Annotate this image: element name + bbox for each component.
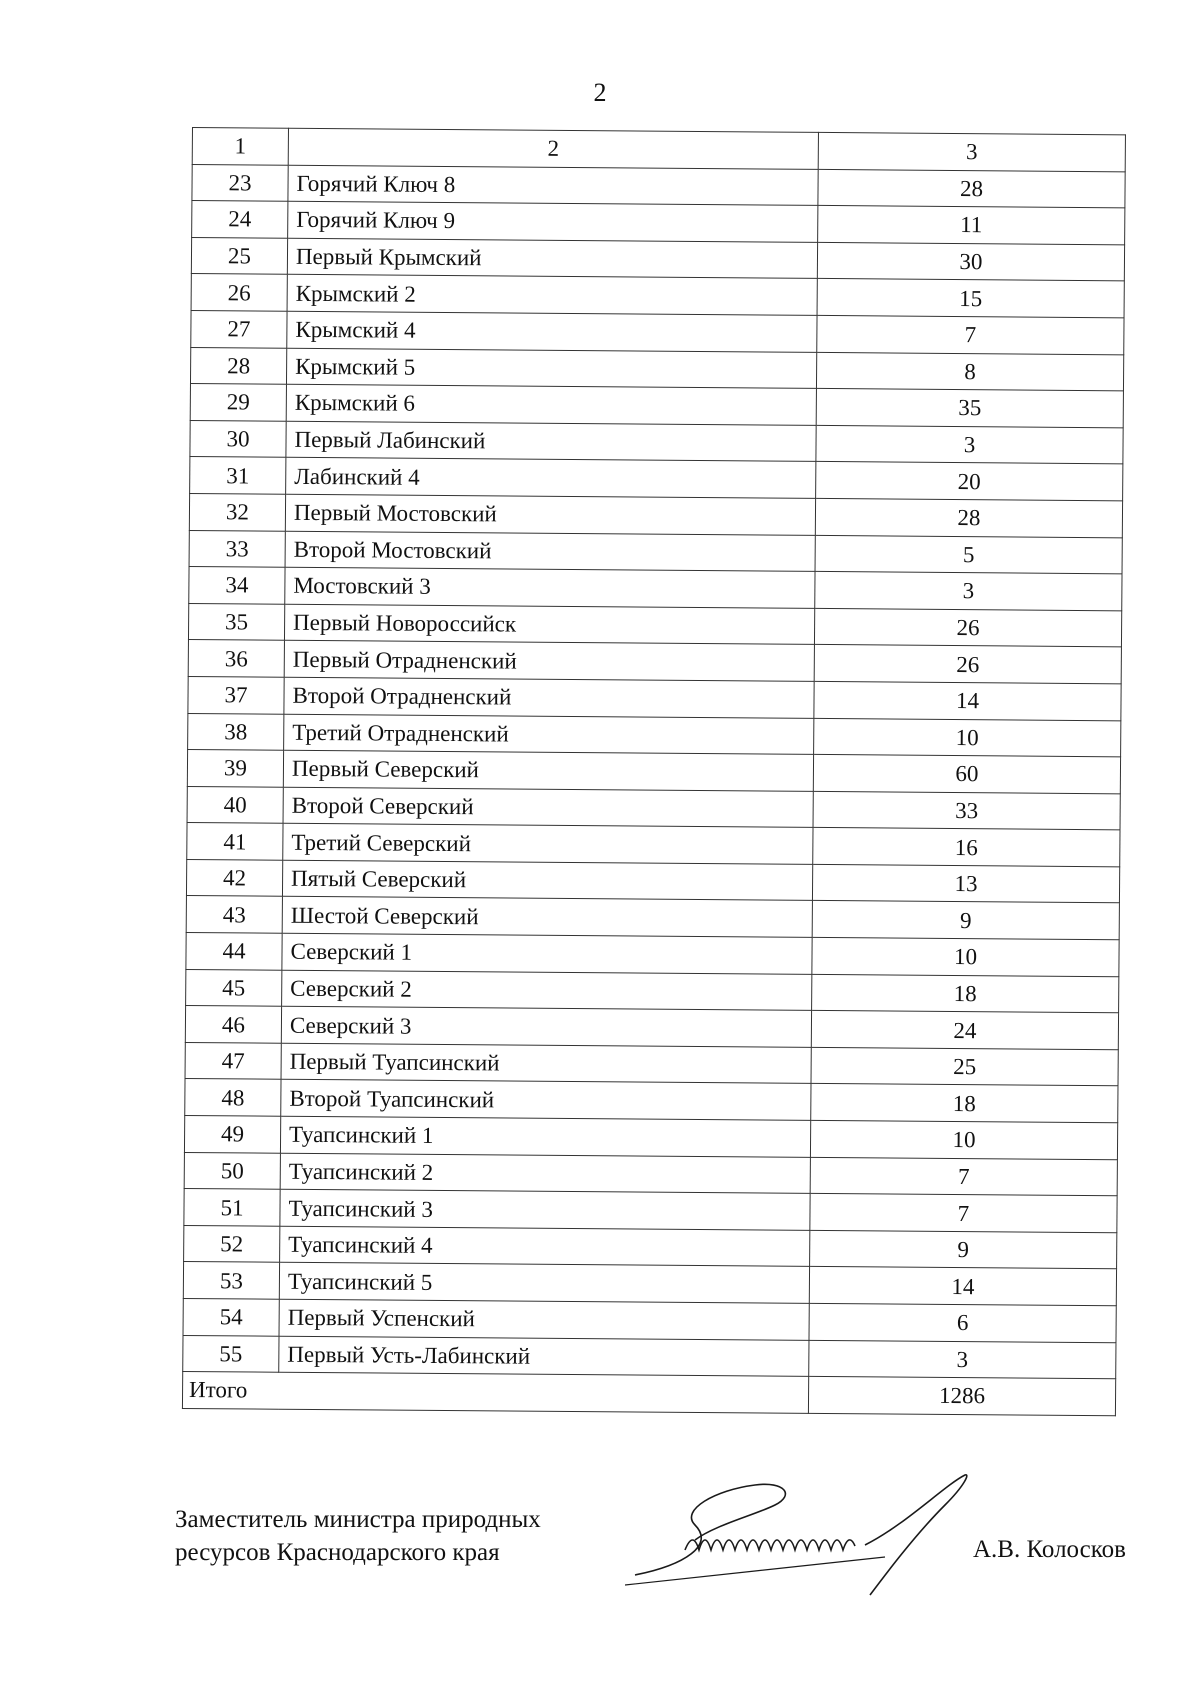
row-number: 28 (190, 347, 286, 384)
row-value: 28 (818, 169, 1125, 208)
row-value: 28 (815, 498, 1122, 537)
row-number: 39 (187, 750, 283, 787)
row-name: Первый Мостовский (285, 494, 815, 535)
row-number: 33 (189, 530, 285, 567)
row-name: Второй Северский (283, 787, 813, 828)
row-number: 27 (191, 310, 287, 347)
row-name: Туапсинский 2 (280, 1153, 810, 1194)
row-name: Северский 2 (282, 970, 812, 1011)
row-name: Крымский 4 (287, 311, 817, 352)
row-value: 24 (811, 1011, 1118, 1050)
row-value: 9 (812, 901, 1119, 940)
row-value: 9 (810, 1230, 1117, 1269)
row-value: 60 (813, 754, 1120, 793)
row-value: 13 (812, 864, 1119, 903)
row-number: 34 (189, 567, 285, 604)
row-number: 50 (184, 1152, 280, 1189)
row-value: 18 (812, 974, 1119, 1013)
row-name: Третий Северский (283, 824, 813, 865)
row-name: Лабинский 4 (286, 458, 816, 499)
row-value: 10 (814, 718, 1121, 757)
row-value: 6 (809, 1303, 1116, 1342)
row-number: 43 (186, 896, 282, 933)
header-col-2: 2 (288, 128, 818, 169)
row-number: 47 (185, 1042, 281, 1079)
row-number: 52 (184, 1225, 280, 1262)
row-number: 48 (185, 1079, 281, 1116)
row-value: 3 (815, 572, 1122, 611)
row-number: 32 (189, 493, 285, 530)
row-name: Туапсинский 5 (279, 1263, 809, 1304)
row-number: 51 (184, 1189, 280, 1226)
row-name: Крымский 6 (286, 384, 816, 425)
row-name: Третий Отрадненский (284, 714, 814, 755)
position-line-1: Заместитель министра природных (175, 1506, 541, 1533)
handwritten-signature (625, 1465, 1025, 1605)
row-value: 15 (817, 279, 1124, 318)
row-number: 31 (190, 457, 286, 494)
row-value: 14 (814, 681, 1121, 720)
row-name: Первый Усть-Лабинский (279, 1336, 809, 1377)
total-label: Итого (182, 1372, 808, 1414)
row-number: 30 (190, 420, 286, 457)
row-number: 54 (183, 1298, 279, 1335)
row-value: 10 (810, 1120, 1117, 1159)
row-name: Крымский 5 (286, 348, 816, 389)
row-number: 35 (188, 603, 284, 640)
position-line-2: ресурсов Краснодарского края (175, 1539, 500, 1566)
row-value: 25 (811, 1047, 1118, 1086)
row-number: 55 (183, 1335, 279, 1372)
row-number: 26 (191, 274, 287, 311)
row-number: 53 (183, 1262, 279, 1299)
row-name: Горячий Ключ 8 (288, 165, 818, 206)
row-value: 18 (811, 1084, 1118, 1123)
row-name: Первый Отрадненский (284, 641, 814, 682)
row-number: 36 (188, 640, 284, 677)
row-name: Второй Мостовский (285, 531, 815, 572)
row-number: 44 (186, 933, 282, 970)
row-name: Северский 1 (282, 933, 812, 974)
row-name: Пятый Северский (282, 860, 812, 901)
row-name: Первый Туапсинский (281, 1043, 811, 1084)
row-name: Крымский 2 (287, 275, 817, 316)
row-name: Шестой Северский (282, 897, 812, 938)
signature-block (175, 1503, 541, 1569)
page-number: 2 (593, 78, 607, 107)
row-value: 35 (816, 389, 1123, 428)
row-value: 7 (810, 1157, 1117, 1196)
row-number: 40 (187, 786, 283, 823)
row-number: 29 (190, 384, 286, 421)
row-value: 10 (812, 937, 1119, 976)
row-value: 20 (816, 462, 1123, 501)
row-name: Первый Северский (283, 750, 813, 791)
row-number: 37 (188, 676, 284, 713)
row-number: 45 (186, 969, 282, 1006)
header-col-1: 1 (192, 128, 288, 165)
row-number: 46 (185, 1006, 281, 1043)
row-name: Первый Новороссийск (284, 604, 814, 645)
row-name: Туапсинский 3 (280, 1189, 810, 1230)
row-value: 3 (816, 425, 1123, 464)
row-value: 26 (814, 645, 1121, 684)
row-name: Туапсинский 4 (280, 1226, 810, 1267)
row-number: 49 (184, 1116, 280, 1153)
row-number: 42 (186, 859, 282, 896)
row-value: 16 (813, 828, 1120, 867)
row-value: 5 (815, 535, 1122, 574)
data-table (182, 127, 1126, 1416)
row-number: 38 (188, 713, 284, 750)
row-name: Мостовский 3 (285, 567, 815, 608)
row-name: Северский 3 (281, 1006, 811, 1047)
header-col-3: 3 (818, 132, 1125, 171)
row-name: Туапсинский 1 (280, 1116, 810, 1157)
row-value: 30 (817, 242, 1124, 281)
row-number: 41 (187, 823, 283, 860)
row-value: 11 (818, 206, 1125, 245)
row-value: 7 (817, 315, 1124, 354)
row-name: Второй Туапсинский (281, 1080, 811, 1121)
row-name: Первый Крымский (287, 238, 817, 279)
row-name: Первый Лабинский (286, 421, 816, 462)
row-value: 7 (810, 1194, 1117, 1233)
row-value: 33 (813, 791, 1120, 830)
row-name: Горячий Ключ 9 (288, 201, 818, 242)
signatory-name: А.В. Колосков (973, 1536, 1126, 1563)
row-number: 23 (192, 164, 288, 201)
row-name: Первый Успенский (279, 1299, 809, 1340)
total-value: 1286 (808, 1377, 1115, 1416)
row-value: 14 (809, 1267, 1116, 1306)
row-number: 25 (191, 237, 287, 274)
row-value: 8 (816, 352, 1123, 391)
total-row (182, 1372, 1115, 1416)
row-value: 3 (809, 1340, 1116, 1379)
row-number: 24 (192, 201, 288, 238)
row-name: Второй Отрадненский (284, 677, 814, 718)
row-value: 26 (814, 608, 1121, 647)
